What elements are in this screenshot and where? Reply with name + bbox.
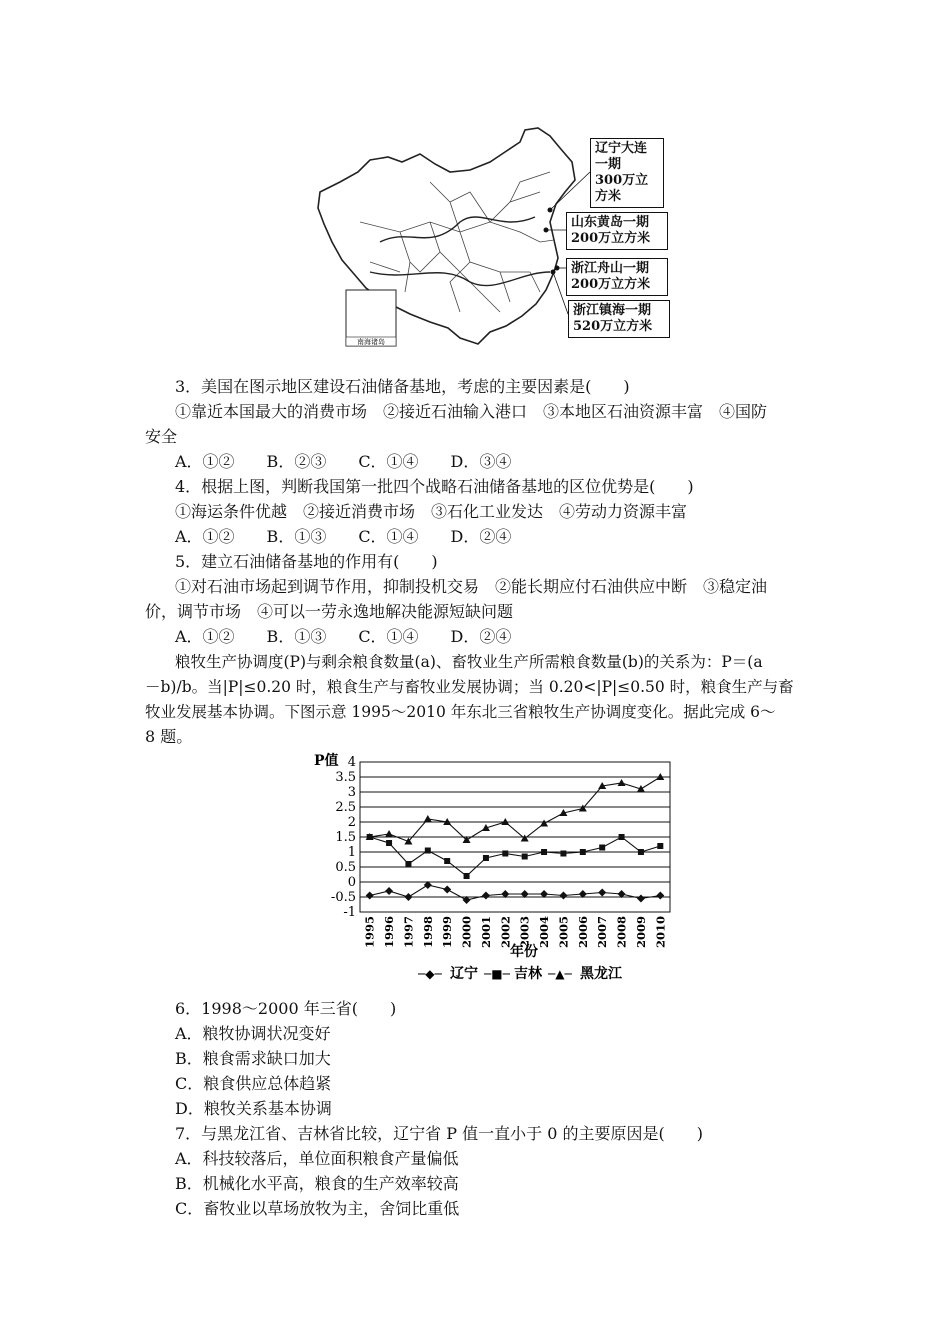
point-square: [522, 854, 528, 860]
point-diamond: [656, 892, 664, 900]
point-diamond: [443, 886, 451, 894]
callout-huangdao-line2: 200万立方米: [571, 231, 651, 246]
y-tick-label: 0.5: [335, 860, 356, 875]
intro-line1: 粮牧生产协调度(P)与剩余粮食数量(a)、畜牧业生产所需粮食数量(b)的关系为：P＝(a: [175, 653, 763, 671]
q4-options: ①海运条件优越 ②接近消费市场 ③石化工业发达 ④劳动力资源丰富: [175, 502, 688, 521]
p-value-chart-svg: [300, 748, 690, 988]
series-line-0: [370, 885, 661, 900]
point-triangle: [424, 815, 432, 822]
q7-stem: 7．与黑龙江省、吉林省比较，辽宁省 P 值一直小于 0 的主要原因是( ): [175, 1124, 703, 1143]
intro-line2: －b)/b。当|P|≤0.20 时，粮食生产与畜牧业发展协调；当 0.20<|P|≤0.50 时，粮食生产与畜: [145, 678, 794, 696]
q3-options-line1: ①靠近本国最大的消费市场 ②接近石油输入港口 ③本地区石油资源丰富 ④国防: [175, 402, 768, 421]
q4-stem: 4．根据上图，判断我国第一批四个战略石油储备基地的区位优势是( ): [175, 477, 694, 496]
china-oil-reserve-map: [310, 122, 670, 354]
callout-dalian-line1: 辽宁大连: [595, 141, 648, 156]
callout-dalian: [590, 138, 664, 208]
callout-dalian-line3: 300万立: [595, 173, 649, 188]
q3-options-line2: 安全: [145, 427, 178, 446]
chart-series: [366, 773, 665, 904]
x-tick-label: 2007: [595, 916, 610, 949]
q6-option-c: C．粮食供应总体趋紧: [175, 1074, 332, 1093]
legend-mark-liaoning: ─◆─: [418, 967, 442, 981]
q6-stem: 6．1998～2000 年三省( ): [175, 999, 397, 1018]
legend-mark-jilin: ─■─: [484, 967, 510, 981]
point-square: [599, 845, 605, 851]
x-tick-label: 2004: [537, 916, 552, 949]
y-tick-label: 1.5: [335, 830, 356, 845]
point-diamond: [598, 889, 606, 897]
callout-huangdao-line1: 山东黄岛一期: [571, 215, 650, 230]
point-diamond: [366, 892, 374, 900]
q5-options-line2: 价，调节市场 ④可以一劳永逸地解决能源短缺问题: [145, 602, 514, 621]
legend-label-heilongjiang: 黑龙江: [580, 966, 622, 982]
x-tick-label: 2001: [478, 916, 493, 949]
point-square: [502, 851, 508, 857]
legend-label-liaoning: 辽宁: [450, 966, 478, 982]
x-tick-label: 2003: [517, 916, 532, 949]
point-square: [425, 848, 431, 854]
q6-option-a: A．粮牧协调状况变好: [175, 1024, 331, 1043]
callout-zhoushan-line2: 200万立方米: [571, 277, 651, 292]
x-tick-label: 2009: [633, 916, 648, 949]
point-square: [638, 849, 644, 855]
point-square: [464, 873, 470, 879]
intro-line4: 8 题。: [145, 727, 193, 746]
y-tick-label: -1: [343, 905, 356, 920]
series-line-2: [370, 777, 661, 842]
y-tick-label: 3: [347, 785, 356, 800]
callout-huangdao: [566, 212, 668, 250]
q5-stem: 5．建立石油储备基地的作用有( ): [175, 552, 438, 571]
point-square: [657, 843, 663, 849]
point-diamond: [637, 895, 645, 903]
y-tick-label: 2: [347, 815, 356, 830]
point-square: [580, 849, 586, 855]
x-tick-label: 2008: [614, 916, 629, 949]
q5-choices: A．①② B．①③ C．①④ D．②④: [175, 627, 512, 646]
point-diamond: [404, 893, 412, 901]
point-triangle: [618, 779, 626, 786]
point-triangle: [540, 820, 548, 827]
callout-dalian-line2: 一期: [595, 157, 622, 172]
y-tick-label: 0: [347, 875, 356, 890]
x-tick-label: 1995: [362, 916, 377, 949]
q3-choices: A．①② B．②③ C．①④ D．③④: [175, 452, 512, 471]
y-tick-label: 1: [347, 845, 356, 860]
q6-option-b: B．粮食需求缺口加大: [175, 1049, 331, 1068]
point-square: [444, 858, 450, 864]
y-tick-label: 3.5: [335, 770, 356, 785]
point-square: [619, 834, 625, 840]
point-triangle: [656, 773, 664, 780]
point-diamond: [482, 892, 490, 900]
x-tick-label: 1999: [440, 916, 455, 949]
callout-zhenhai: [568, 300, 670, 338]
q5-options-line1: ①对石油市场起到调节作用，抑制投机交易 ②能长期应付石油供应中断 ③稳定油: [175, 577, 768, 596]
point-triangle: [385, 830, 393, 837]
y-tick-label: -0.5: [330, 890, 356, 905]
chart-y-ticks: [331, 755, 356, 920]
point-square: [405, 861, 411, 867]
chart-legend: [417, 965, 623, 982]
point-square: [386, 840, 392, 846]
point-square: [560, 851, 566, 857]
legend-label-jilin: 吉林: [514, 966, 542, 982]
callout-zhoushan-line1: 浙江舟山一期: [571, 261, 650, 276]
callout-zhenhai-line2: 520万立方米: [573, 319, 653, 334]
q4-choices: A．①② B．①③ C．①④ D．②④: [175, 527, 512, 546]
q7-option-a: A．科技较落后，单位面积粮食产量偏低: [175, 1149, 459, 1168]
legend-mark-heilongjiang: ─▲─: [548, 967, 572, 981]
intro-line3: 牧业发展基本协调。下图示意 1995～2010 年东北三省粮牧生产协调度变化。据此完成 6～: [145, 703, 776, 721]
x-tick-label: 1996: [382, 916, 397, 949]
y-tick-label: 2.5: [335, 800, 356, 815]
x-tick-label: 2010: [653, 916, 668, 949]
callout-zhoushan: [566, 258, 668, 296]
q7-option-b: B．机械化水平高，粮食的生产效率较高: [175, 1174, 459, 1193]
x-tick-label: 2000: [459, 916, 474, 949]
point-square: [483, 855, 489, 861]
x-tick-label: 2005: [556, 916, 571, 949]
point-triangle: [501, 818, 509, 825]
y-tick-label: 4: [347, 755, 356, 770]
q6-option-d: D．粮牧关系基本协调: [175, 1099, 332, 1118]
series-line-1: [370, 837, 661, 876]
chart-ylabel: P值: [314, 753, 339, 769]
x-tick-label: 2002: [498, 916, 513, 949]
callout-zhenhai-line1: 浙江镇海一期: [573, 303, 652, 318]
callout-dalian-line4: 方米: [595, 189, 622, 204]
point-diamond: [559, 892, 567, 900]
x-tick-label: 1998: [420, 916, 435, 949]
point-square: [541, 849, 547, 855]
p-value-chart: [300, 748, 690, 988]
x-tick-label: 1997: [401, 916, 416, 949]
chart-xlabel: 年份: [510, 944, 538, 960]
q3-stem: 3．美国在图示地区建设石油储备基地，考虑的主要因素是( ): [175, 377, 630, 396]
q7-option-c: C．畜牧业以草场放牧为主，舍饲比重低: [175, 1199, 460, 1218]
inset-label: 南海诸岛: [357, 338, 385, 346]
x-tick-label: 2006: [575, 916, 590, 949]
point-diamond: [385, 887, 393, 895]
